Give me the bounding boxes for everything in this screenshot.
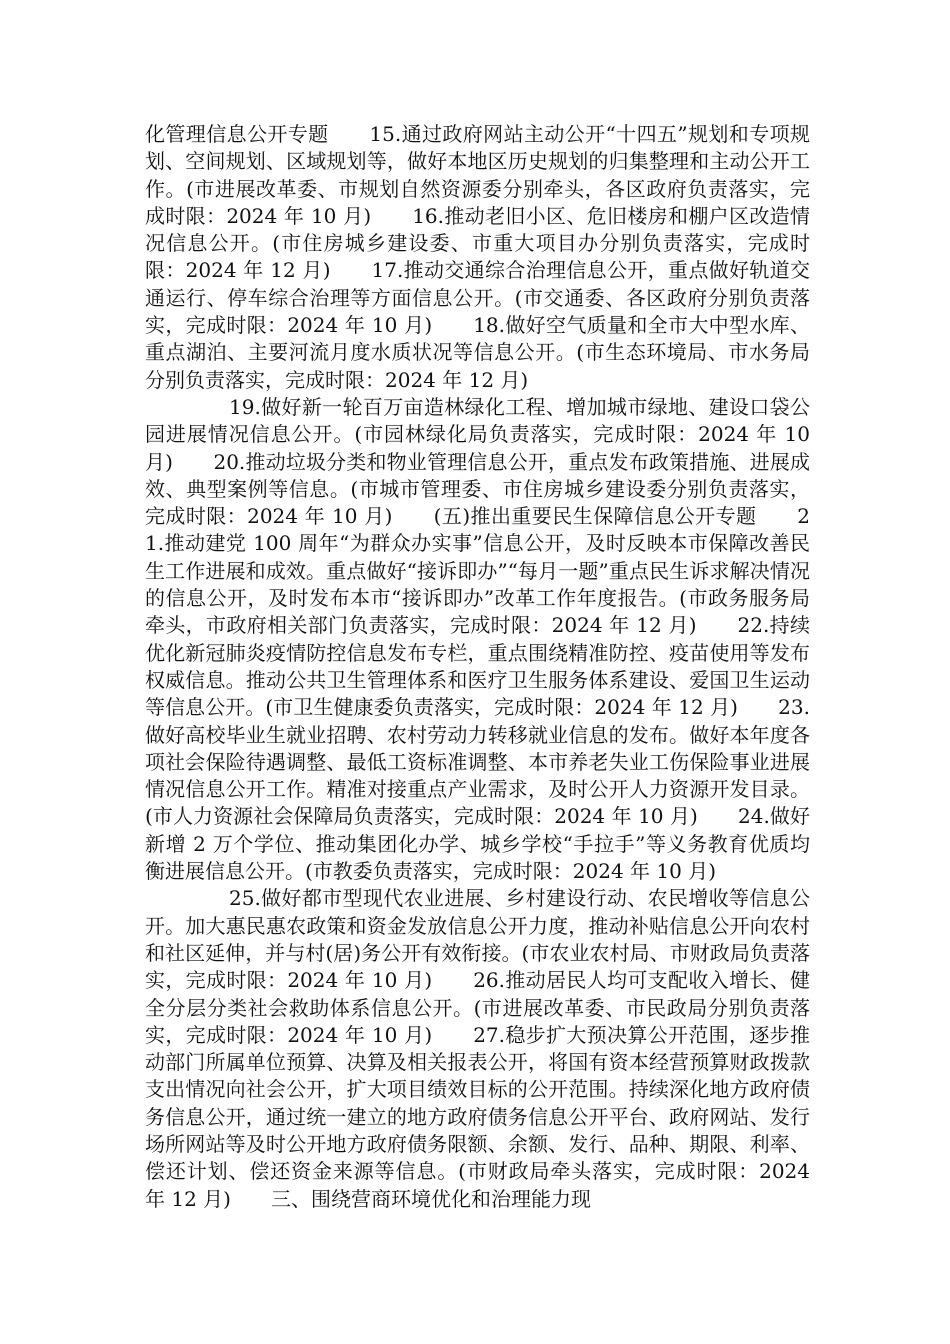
document-body <box>145 121 810 1213</box>
paragraph-2: 19.做好新一轮百万亩造林绿化工程、增加城市绿地、建设口袋公园进展情况信息公开。(市园林绿化局负责落实，完成时限：2024 年 10 月) 20.推动垃圾分类和物业管理信息公开，重点发布政策措施、进展成效、典型案例等信息。(市城市管理委、市住房城乡建设委分别负责落实，完成时限：2024 年 10 月) (五)推出重要民生保障信息公开专题 21.推动建党 100 周年“为群众办实事”信息公开，及时反映本市保障改善民生工作进展和成效。重点做好“接诉即办”“每月一题”重点民生诉求解决情况的信息公开，及时发布本市“接诉即办”改革工作年度报告。(市政务服务局牵头，市政府相关部门负责落实，完成时限：2024 年 12 月) 22.持续优化新冠肺炎疫情防控信息发布专栏，重点围绕精准防控、疫苗使用等发布权威信息。推动公共卫生管理体系和医疗卫生服务体系建设、爱国卫生运动等信息公开。(市卫生健康委负责落实，完成时限：2024 年 12 月) 23.做好高校毕业生就业招聘、农村劳动力转移就业信息的发布。做好本年度各项社会保险待遇调整、最低工资标准调整、本市养老失业工伤保险事业进展情况信息公开工作。精准对接重点产业需求，及时公开人力资源开发目录。(市人力资源社会保障局负责落实，完成时限：2024 年 10 月) 24.做好新增 2 万个学位、推动集团化办学、城乡学校“手拉手”等义务教育优质均衡进展信息公开。(市教委负责落实，完成时限：2024 年 10 月) <box>145 394 810 884</box>
paragraph-1: 化管理信息公开专题 15.通过政府网站主动公开“十四五”规划和专项规划、空间规划、区域规划等，做好本地区历史规划的归集整理和主动公开工作。(市进展改革委、市规划自然资源委分别牵头，各区政府负责落实，完成时限：2024 年 10 月) 16.推动老旧小区、危旧楼房和棚户区改造情况信息公开。(市住房城乡建设委、市重大项目办分别负责落实，完成时限：2024 年 12 月) 17.推动交通综合治理信息公开，重点做好轨道交通运行、停车综合治理等方面信息公开。(市交通委、各区政府分别负责落实，完成时限：2024 年 10 月) 18.做好空气质量和全市大中型水库、重点湖泊、主要河流月度水质状况等信息公开。(市生态环境局、市水务局分别负责落实，完成时限：2024 年 12 月) <box>145 122 810 392</box>
paragraph-3: 25.做好都市型现代农业进展、乡村建设行动、农民增收等信息公开。加大惠民惠农政策和资金发放信息公开力度，推动补贴信息公开向农村和社区延伸，并与村(居)务公开有效衔接。(市农业农村局、市财政局负责落实，完成时限：2024 年 10 月) 26.推动居民人均可支配收入增长、健全分层分类社会救助体系信息公开。(市进展改革委、市民政局分别负责落实，完成时限：2024 年 10 月) 27.稳步扩大预决算公开范围，逐步推动部门所属单位预算、决算及相关报表公开，将国有资本经营预算财政拨款支出情况向社会公开，扩大项目绩效目标的公开范围。持续深化地方政府债务信息公开，通过统一建立的地方政府债务信息公开平台、政府网站、发行场所网站等及时公开地方政府债务限额、余额、发行、品种、期限、利率、偿还计划、偿还资金来源等信息。(市财政局牵头落实，完成时限：2024 年 12 月) 三、围绕营商环境优化和治理能力现 <box>145 886 810 1211</box>
